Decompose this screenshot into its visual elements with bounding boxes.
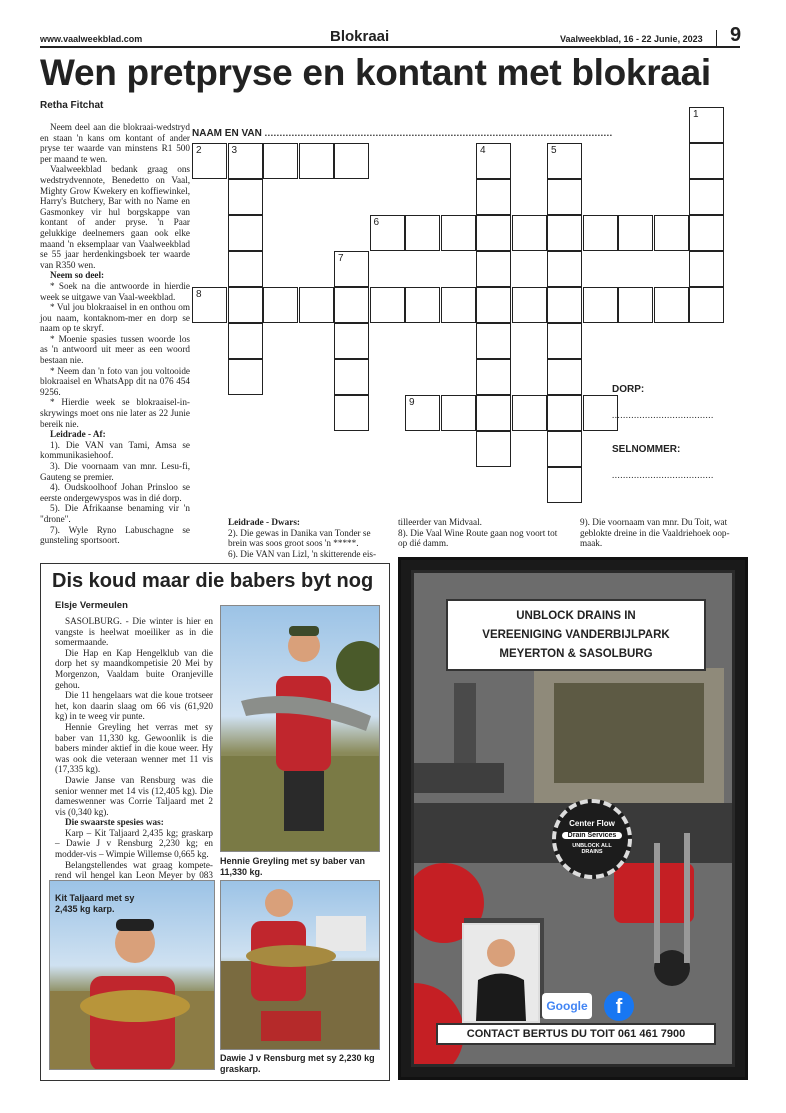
crossword-cell[interactable]: [334, 143, 369, 179]
crossword-cell[interactable]: [334, 251, 369, 287]
paragraph: * Soek na die antwoorde in hierdie week se uitgawe van Vaal-weekblad.: [40, 280, 190, 302]
fishing-body: [55, 616, 213, 891]
crossword-cell[interactable]: [228, 143, 263, 179]
crossword-cell[interactable]: [547, 179, 582, 215]
clues-across-2: [398, 517, 568, 549]
fishing-headline: Dis koud maar die babers byt nog: [52, 570, 374, 592]
ad-headline-line: MEYERTON & SASOLBURG: [499, 648, 653, 660]
name-dots: ....................................................................................................................: [264, 128, 613, 138]
dorp-label: DORP:: [612, 384, 645, 395]
ad-headline: [446, 599, 706, 671]
paragraph: * Vul jou blokraaisel in en onthou om jou naam, kontaknom-mer en dorp se naam op te skryf.: [40, 302, 190, 334]
selnommer-dots[interactable]: .....................................: [612, 470, 714, 480]
crossword-cell[interactable]: [334, 359, 369, 395]
caption: Dawie J v Rensburg met sy 2,230 kg graskarp.: [220, 1053, 375, 1074]
clue-number: 2: [196, 145, 202, 156]
crossword-cell[interactable]: [618, 215, 653, 251]
contact-person-photo: [462, 923, 540, 1023]
photo-hennie-greyling: [220, 605, 380, 852]
crossword-cell[interactable]: [547, 395, 582, 431]
badge-text: Drain Services: [562, 832, 622, 839]
name-field[interactable]: [192, 128, 613, 139]
selnommer-label: SELNOMMER:: [612, 444, 681, 455]
caption: Kit Taljaard met sy 2,435 kg karp.: [55, 893, 135, 914]
paragraph: * Neem dan 'n foto van jou voltooide blokraaisel en WhatsApp dit na 076 454 9256.: [40, 365, 190, 397]
ad-headline-line: VEREENIGING VANDERBIJLPARK: [482, 629, 670, 641]
dorp-dots[interactable]: .....................................: [612, 410, 714, 420]
crossword-cell[interactable]: [654, 215, 689, 251]
crossword-cell[interactable]: [441, 287, 476, 323]
clues-across-3: [580, 517, 740, 549]
crossword-cell[interactable]: [547, 215, 582, 251]
crossword-cell[interactable]: [405, 287, 440, 323]
crossword-cell[interactable]: [547, 431, 582, 467]
subheading: Die swaarste spesies was:: [65, 817, 164, 828]
advertisement[interactable]: [398, 557, 748, 1080]
crossword-cell[interactable]: [192, 143, 227, 179]
clue-number: 6: [373, 217, 380, 228]
paragraph: * Hierdie week se blokraaisel-in-skrywings moet ons nie later as 22 Junie bereik nie.: [40, 397, 190, 429]
clue-number: 4: [480, 145, 486, 156]
clue: 3). Die voornaam van mnr. Lesu-fi, Gauteng se premier.: [40, 461, 190, 482]
section-title: Blokraai: [330, 28, 390, 45]
paragraph: Karp – Kit Taljaard 2,435 kg; graskarp – Dawie J v Rensburg 2,230 kg; en modder-vis – Wimpie Willemse 0,665 kg.: [55, 827, 213, 860]
crossword-cell[interactable]: [547, 467, 582, 503]
fisherman-illustration: [221, 606, 380, 852]
crossword-cell[interactable]: [228, 215, 263, 251]
crossword-cell[interactable]: [689, 287, 724, 323]
crossword-cell[interactable]: [299, 287, 334, 323]
ad-panel: [411, 570, 735, 1067]
crossword-cell[interactable]: [583, 287, 618, 323]
crossword-cell[interactable]: [476, 359, 511, 395]
google-logo: Google: [542, 993, 592, 1019]
caption: Hennie Greyling met sy baber van 11,330 kg.: [220, 856, 366, 877]
paragraph: Dawie Janse van Rensburg was die senior wenner met 14 vis (12,405 kg). Die dameswenner was Corrie Taljaard met 2 vis (0,340 kg).: [55, 774, 213, 817]
crossword-cell[interactable]: [228, 287, 263, 323]
photo-dawie-rensburg: [220, 880, 380, 1050]
crossword-cell[interactable]: [263, 287, 298, 323]
crossword-cell[interactable]: [334, 287, 369, 323]
clue: 4). Oudskoolhoof Johan Prinsloo se eerste ondergewyspos was in dié dorp.: [40, 482, 190, 503]
subheading: Neem so deel:: [50, 270, 105, 281]
paragraph: * Moenie spasies tussen woorde los as 'n antwoord uit meer as een woord bestaan nie.: [40, 333, 190, 366]
clues-down-title: Leidrade - Af:: [50, 429, 106, 440]
clue: 8). Die Vaal Wine Route gaan nog voort tot op dié damm.: [398, 527, 558, 549]
crossword-cell[interactable]: [583, 215, 618, 251]
crossword-cell[interactable]: [228, 179, 263, 215]
clue: 9). Die voornaam van mnr. Du Toit, wat geblokte dreine in die Vaaldriehoek oop-maak.: [580, 517, 730, 549]
badge-text: Center Flow: [569, 819, 615, 828]
clue: tilleerder van Midvaal.: [398, 517, 482, 527]
paragraph: Die Hap en Kap Hengelklub van die dorp het sy maandkompetisie 20 Mei by Morgenzon, Vaaldam buite Oranjeville gehou.: [55, 647, 213, 690]
clue: 1). Die VAN van Tami, Amsa se kommunikasiehoof.: [40, 439, 190, 461]
clues-across: [228, 517, 386, 559]
crossword-cell[interactable]: [547, 287, 582, 323]
crossword-cell[interactable]: [476, 395, 511, 431]
person-illustration: [464, 925, 538, 1021]
ad-contact-line[interactable]: CONTACT BERTUS DU TOIT 061 461 7900: [436, 1023, 716, 1045]
fisherman-illustration: [221, 881, 380, 1050]
crossword-cell[interactable]: [547, 143, 582, 179]
paragraph: Hennie Greyling het verras met sy baber van 11,330 kg. Gewoonlik is die babers minder aktief in die koue weer. Hy was ook die veteraan wenner met 11 vis (17,335 kg).: [55, 721, 213, 775]
clue: 7). Wyle Ryno Labuschagne se gunsteling sportsoort.: [40, 524, 190, 546]
crossword-cell[interactable]: [689, 107, 724, 143]
crossword-cell[interactable]: [405, 215, 440, 251]
article-body: [40, 122, 190, 546]
clue: 6). Die VAN van Lizl, 'n skitterende eis-: [228, 548, 377, 559]
crossword-cell[interactable]: [689, 251, 724, 287]
ad-headline-line: UNBLOCK DRAINS IN: [516, 610, 636, 622]
crossword-cell[interactable]: [654, 287, 689, 323]
clue-number: 1: [693, 109, 699, 120]
clue: 2). Die gewas in Danika van Tonder se brein was soos groot soos 'n *****.: [228, 527, 371, 549]
crossword-cell[interactable]: [547, 323, 582, 359]
crossword-cell[interactable]: [441, 215, 476, 251]
paragraph: Belangstellendes wat graag kompete-rend wil hengel kan Leon Meyer by 083: [55, 859, 213, 881]
clue: 5). Die Afrikaanse benaming vir 'n "drone".: [40, 503, 190, 524]
clue-number: 5: [551, 145, 557, 156]
clue-number: 8: [196, 289, 202, 300]
crossword-cell[interactable]: [618, 287, 653, 323]
crossword-cell[interactable]: [476, 431, 511, 467]
crossword-cell[interactable]: [476, 215, 511, 251]
issue-date: Vaalweekblad, 16 - 22 Junie, 2023: [560, 34, 703, 44]
crossword-cell[interactable]: [547, 251, 582, 287]
crossword-cell[interactable]: [689, 215, 724, 251]
crossword-cell[interactable]: [547, 359, 582, 395]
paragraph: Vaalweekblad bedank graag ons wedstrydvennote, Benedetto on Vaal, Mighty Grow Kwekery en koffiewinkel, Harry's Butchery, Bar with no Name en Gasmonkey vir hul borgskappe van kontant of ander pryse. 'n Paar gelukkige deelnemers gaan ook elke maand 'n eksemplaar van Vaalweekblad se 55 jaar herdenkingsboek ter waarde van R350 wen.: [40, 164, 190, 270]
clue-number: 7: [338, 253, 344, 264]
badge-text: UNBLOCK ALL DRAINS: [572, 843, 612, 855]
crossword-cell[interactable]: [263, 143, 298, 179]
crossword-cell[interactable]: [228, 359, 263, 395]
crossword-cell[interactable]: [334, 395, 369, 431]
header-rule: [40, 46, 740, 48]
paragraph: SASOLBURG. - Die winter is hier en vangste is heelwat moeiliker as in die somermaande.: [55, 616, 213, 648]
company-badge: [552, 799, 632, 879]
article-byline: Retha Fitchat: [40, 100, 104, 111]
crossword-cell[interactable]: [334, 323, 369, 359]
crossword-cell[interactable]: [512, 215, 547, 251]
crossword-cell[interactable]: [512, 287, 547, 323]
article-headline: Wen pretpryse en kontant met blokraai: [40, 52, 711, 93]
crossword-cell[interactable]: [689, 179, 724, 215]
crossword-cell[interactable]: [476, 143, 511, 179]
header-divider: [716, 30, 717, 46]
paragraph: Neem deel aan die blokraai-wedstryd en staan 'n kans om kontant of ander pryse ter waarde van minstens R1 500 per maand te wen.: [40, 122, 190, 164]
clue-number: 9: [409, 397, 415, 408]
name-label: NAAM EN VAN: [192, 128, 262, 139]
crossword-cell[interactable]: [228, 323, 263, 359]
clues-across-title: Leidrade - Dwars:: [228, 517, 300, 527]
crossword-cell[interactable]: [476, 323, 511, 359]
crossword-cell[interactable]: [299, 143, 334, 179]
crossword-cell[interactable]: [689, 143, 724, 179]
crossword-cell[interactable]: [192, 287, 227, 323]
facebook-icon: f: [604, 991, 634, 1021]
crossword-cell[interactable]: [228, 251, 263, 287]
crossword-cell[interactable]: [476, 287, 511, 323]
crossword-cell[interactable]: [370, 215, 405, 251]
fishing-byline: Elsje Vermeulen: [55, 600, 128, 611]
crossword-cell[interactable]: [476, 251, 511, 287]
clue-number: 3: [231, 145, 238, 156]
crossword-cell[interactable]: [370, 287, 405, 323]
crossword-cell[interactable]: [512, 395, 547, 431]
website-url: www.vaalweekblad.com: [40, 34, 143, 44]
crossword-cell[interactable]: [405, 395, 440, 431]
page-number: 9: [730, 24, 742, 46]
paragraph: Die 11 hengelaars wat die koue trotseer het, kon daarin slaag om 66 vis (61,920 kg) in te weeg vir punte.: [55, 690, 213, 722]
crossword-cell[interactable]: [441, 395, 476, 431]
crossword-cell[interactable]: [476, 179, 511, 215]
